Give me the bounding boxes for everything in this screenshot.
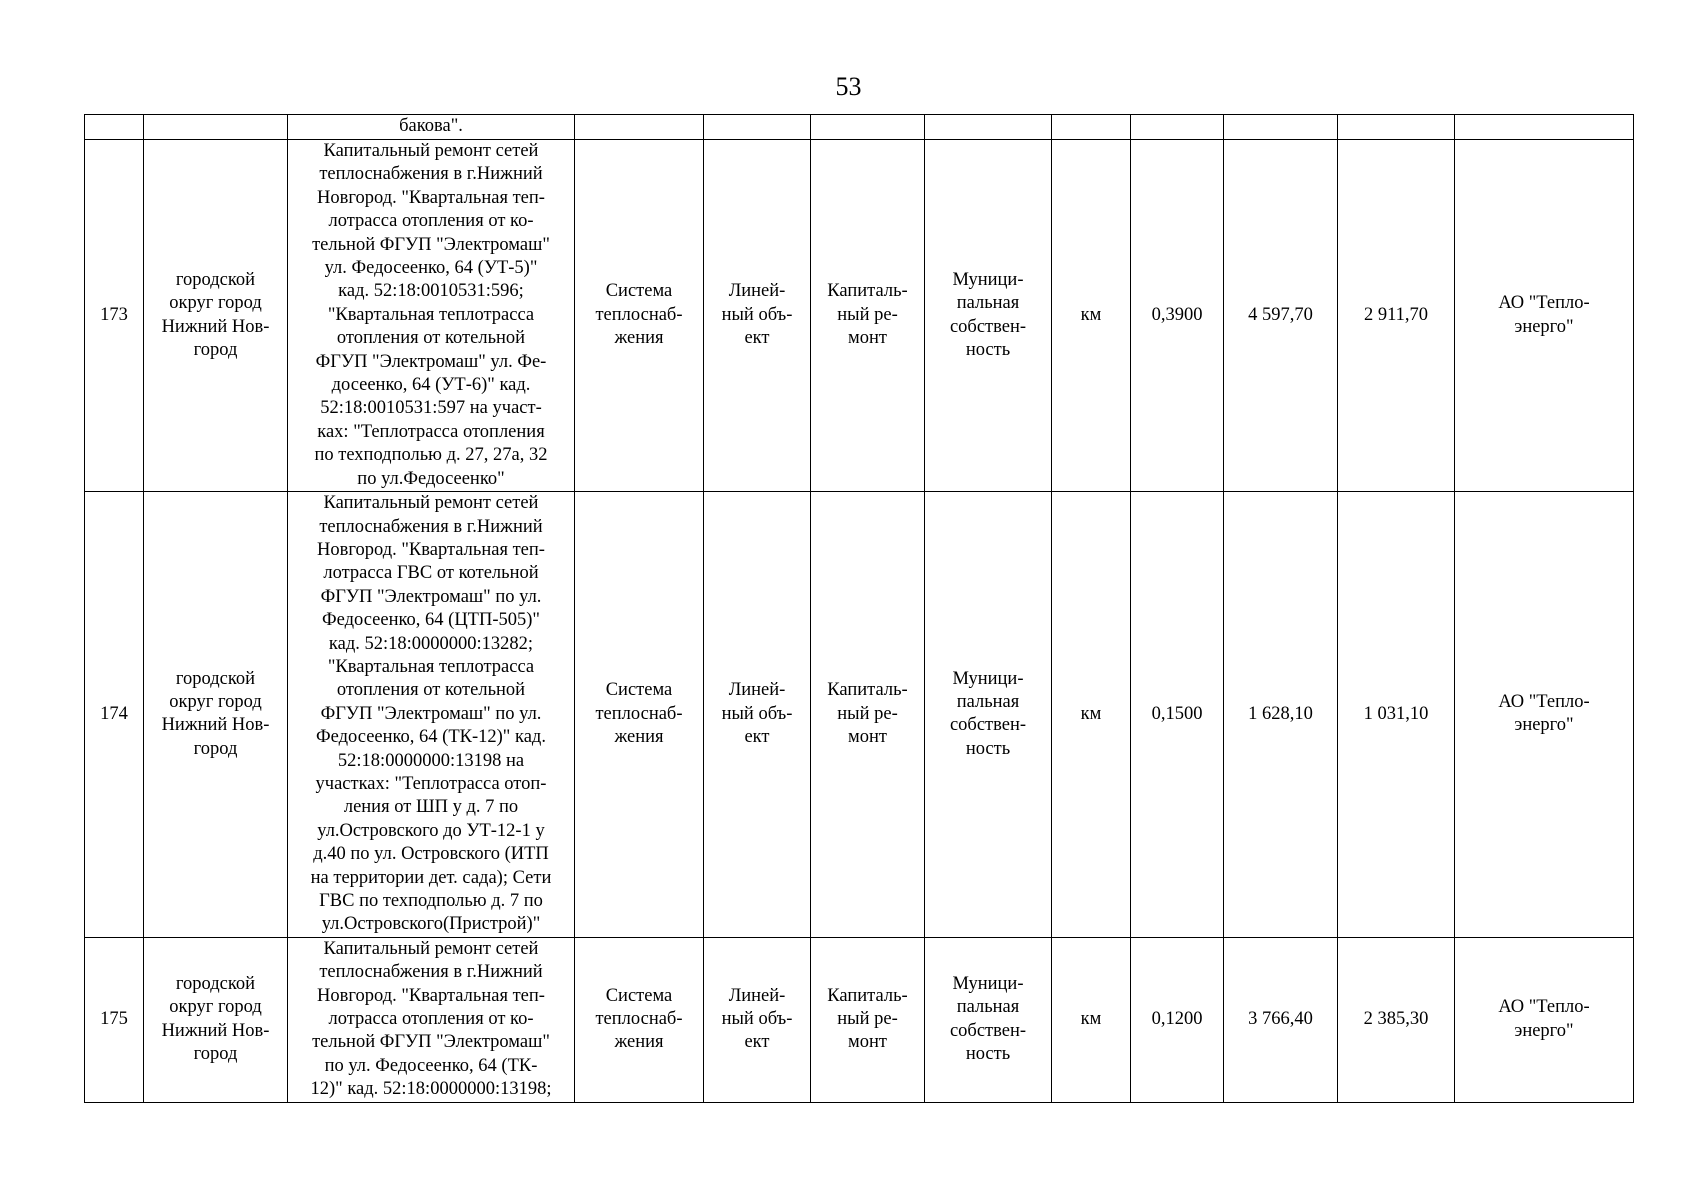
cell-cost-part: 2 385,30 [1338,937,1455,1102]
cell-ownership: Муници- пальная собствен- ность [925,937,1052,1102]
cell-length [1131,115,1224,140]
cell-cost-total: 1 628,10 [1224,492,1338,938]
cell-work-type: Капиталь- ный ре- монт [811,140,925,492]
cell-object-type [704,115,811,140]
cell-unit: км [1052,140,1131,492]
cell-system: Система теплоснаб- жения [575,937,704,1102]
objects-table [84,114,1634,1103]
table-row [85,492,1634,938]
cell-work-type: Капиталь- ный ре- монт [811,492,925,938]
table-row-continuation [85,115,1634,140]
table-row [85,937,1634,1102]
cell-system: Система теплоснаб- жения [575,492,704,938]
cell-cost-total: 3 766,40 [1224,937,1338,1102]
cell-length: 0,1500 [1131,492,1224,938]
cell-unit [1052,115,1131,140]
cell-object-type: Линей- ный объ- ект [704,492,811,938]
cell-description: Капитальный ремонт сетей теплоснабжения в г.Нижний Новгород. "Квартальная теп- лотрасса отопления от ко- тельной ФГУП "Электромаш" ул. Федосеенко, 64 (УТ-5)" кад. 52:18:0010531:596; "Квартальная теплотрасса отопления от котельной ФГУП "Электромаш" ул. Фе- досеенко, 64 (УТ-6)" кад. 52:18:0010531:597 на участ- ках: "Теплотрасса отопления по техподполью д. 27, 27а, 32 по ул.Федосеенко" [288,140,575,492]
cell-cost-part: 2 911,70 [1338,140,1455,492]
cell-ownership [925,115,1052,140]
cell-num: 175 [85,937,144,1102]
cell-work-type: Капиталь- ный ре- монт [811,937,925,1102]
cell-territory [144,115,288,140]
cell-executor [1455,115,1634,140]
cell-unit: км [1052,937,1131,1102]
cell-description: бакова". [288,115,575,140]
cell-num [85,115,144,140]
cell-territory: городской округ город Нижний Нов- город [144,937,288,1102]
cell-executor: АО "Тепло- энерго" [1455,492,1634,938]
cell-length: 0,3900 [1131,140,1224,492]
cell-num: 174 [85,492,144,938]
cell-length: 0,1200 [1131,937,1224,1102]
cell-ownership: Муници- пальная собствен- ность [925,140,1052,492]
cell-unit: км [1052,492,1131,938]
cell-cost-total: 4 597,70 [1224,140,1338,492]
cell-system [575,115,704,140]
cell-cost-total [1224,115,1338,140]
cell-ownership: Муници- пальная собствен- ность [925,492,1052,938]
cell-cost-part: 1 031,10 [1338,492,1455,938]
cell-executor: АО "Тепло- энерго" [1455,140,1634,492]
cell-territory: городской округ город Нижний Нов- город [144,492,288,938]
cell-territory: городской округ город Нижний Нов- город [144,140,288,492]
cell-description: Капитальный ремонт сетей теплоснабжения в г.Нижний Новгород. "Квартальная теп- лотрасса отопления от ко- тельной ФГУП "Электромаш" по ул. Федосеенко, 64 (ТК- 12)" кад. 52:18:0000000:13198; [288,937,575,1102]
cell-work-type [811,115,925,140]
cell-object-type: Линей- ный объ- ект [704,937,811,1102]
cell-system: Система теплоснаб- жения [575,140,704,492]
cell-object-type: Линей- ный объ- ект [704,140,811,492]
page-number: 53 [835,72,862,101]
cell-description: Капитальный ремонт сетей теплоснабжения в г.Нижний Новгород. "Квартальная теп- лотрасса ГВС от котельной ФГУП "Электромаш" по ул. Федосеенко, 64 (ЦТП-505)" кад. 52:18:0000000:13282; "Квартальная теплотрасса отопления от котельной ФГУП "Электромаш" по ул. Федосеенко, 64 (ТК-12)" кад. 52:18:0000000:13198 на участках: "Теплотрасса отоп- ления от ШП у д. 7 по ул.Островского до УТ-12-1 у д.40 по ул. Островского (ИТП на территории дет. сада); Сети ГВС по техподполью д. 7 по ул.Островского(Пристрой)" [288,492,575,938]
table-row [85,140,1634,492]
cell-executor: АО "Тепло- энерго" [1455,937,1634,1102]
cell-num: 173 [85,140,144,492]
cell-cost-part [1338,115,1455,140]
